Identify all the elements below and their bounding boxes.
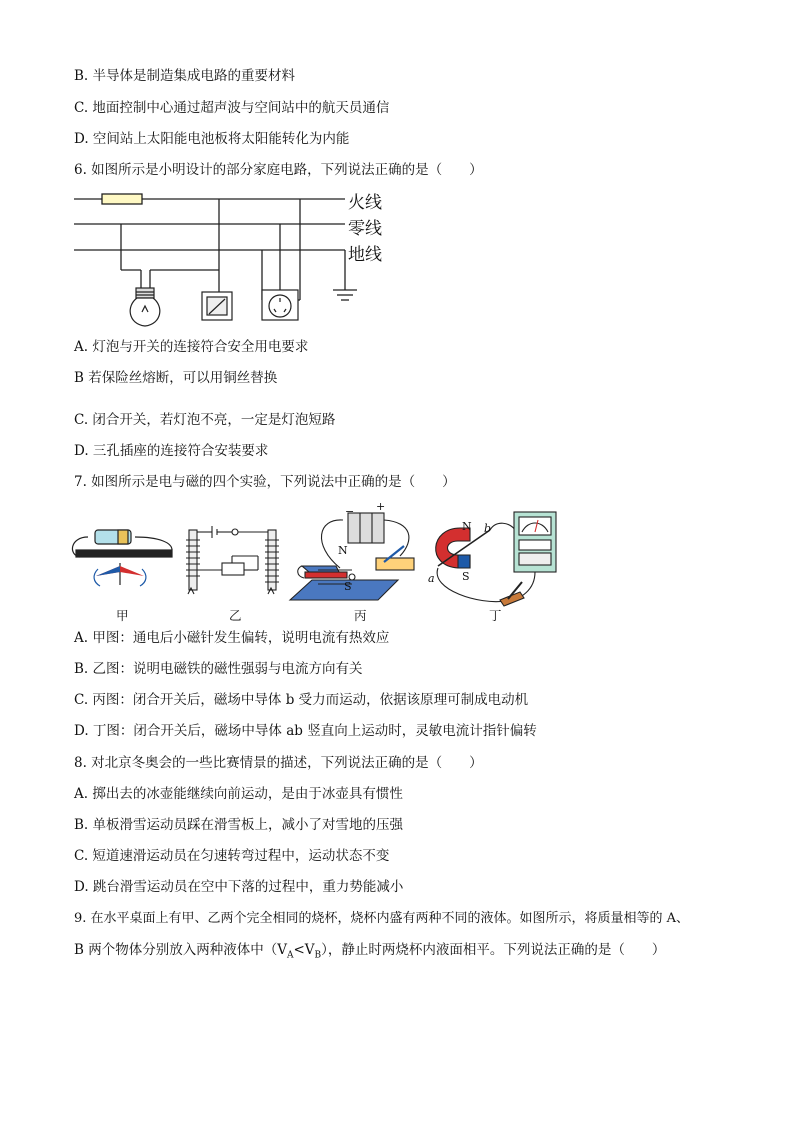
battery-minus-label: − <box>345 505 355 518</box>
caption-yi: 乙 <box>229 608 242 623</box>
caption-jia: 甲 <box>116 608 129 623</box>
q7-option-a: A. 甲图：通电后小磁针发生偏转，说明电流有热效应 <box>74 630 390 646</box>
pole-s-bing: S <box>344 580 352 593</box>
q6-option-a: A. 灯泡与开关的连接符合安全用电要求 <box>74 339 309 355</box>
q6-option-c: C. 闭合开关，若灯泡不亮，一定是灯泡短路 <box>74 412 336 428</box>
battery-plus-label: + <box>376 500 386 513</box>
q8-stem: 8. 对北京冬奥会的一些比赛情景的描述，下列说法正确的是（ ） <box>74 755 483 771</box>
pole-s-ding: S <box>462 570 470 583</box>
conductor-end-b: b <box>484 522 492 535</box>
q5-option-d: D. 空间站上太阳能电池板将太阳能转化为内能 <box>74 131 350 147</box>
caption-ding: 丁 <box>489 608 502 623</box>
q7-option-c: C. 丙图：闭合开关后，磁场中导体 b 受力而运动，依据该原理可制成电动机 <box>74 692 529 708</box>
q6-option-b: B 若保险丝熔断，可以用铜丝替换 <box>74 370 278 386</box>
q9-stem-line1: 9. 在水平桌面上有甲、乙两个完全相同的烧杯，烧杯内盛有两种不同的液体。如图所示，将质量相等的 A、 <box>74 911 690 926</box>
q5-option-b: B. 半导体是制造集成电路的重要材料 <box>74 68 296 84</box>
q7-option-d: D. 丁图：闭合开关后，磁场中导体 ab 竖直向上运动时，灵敏电流计指针偏转 <box>74 723 537 739</box>
pole-n-ding: N <box>462 520 472 533</box>
earth-wire-label: 地线 <box>348 245 382 265</box>
q9-stem-line2 <box>74 941 665 965</box>
caption-bing: 丙 <box>354 608 367 623</box>
q5-option-c: C. 地面控制中心通过超声波与空间站中的航天员通信 <box>74 100 390 116</box>
conductor-end-a: a <box>428 572 435 585</box>
q9-sub-a: A <box>286 950 294 961</box>
q8-option-a: A. 掷出去的冰壶能继续向前运动，是由于冰壶具有惯性 <box>74 786 403 802</box>
q6-stem: 6. 如图所示是小明设计的部分家庭电路，下列说法正确的是（ ） <box>74 162 483 178</box>
figure-bing <box>290 513 414 600</box>
q7-option-b: B. 乙图：说明电磁铁的磁性强弱与电流方向有关 <box>74 661 363 677</box>
q9-text-mid: <V <box>293 942 315 958</box>
q9-text-end: ），静止时两烧杯内液面相平。下列说法正确的是（ ） <box>321 942 666 958</box>
q8-option-d: D. 跳台滑雪运动员在空中下落的过程中，重力势能减小 <box>74 879 404 895</box>
figure-jia <box>72 530 172 586</box>
neutral-wire-label: 零线 <box>348 219 382 239</box>
q8-option-b: B. 单板滑雪运动员踩在滑雪板上，减小了对雪地的压强 <box>74 817 404 833</box>
figure-ding <box>436 512 556 606</box>
q7-stem: 7. 如图所示是电与磁的四个实验，下列说法中正确的是（ ） <box>74 474 456 490</box>
q9-text-start: B 两个物体分别放入两种液体中（V <box>74 942 287 958</box>
q6-option-d: D. 三孔插座的连接符合安装要求 <box>74 443 269 459</box>
q9-sub-b: B <box>314 950 322 961</box>
live-wire-label: 火线 <box>348 193 382 213</box>
q8-option-c: C. 短道速滑运动员在匀速转弯过程中，运动状态不变 <box>74 848 390 864</box>
figure-yi <box>186 526 279 594</box>
pole-n-bing: N <box>338 544 348 557</box>
